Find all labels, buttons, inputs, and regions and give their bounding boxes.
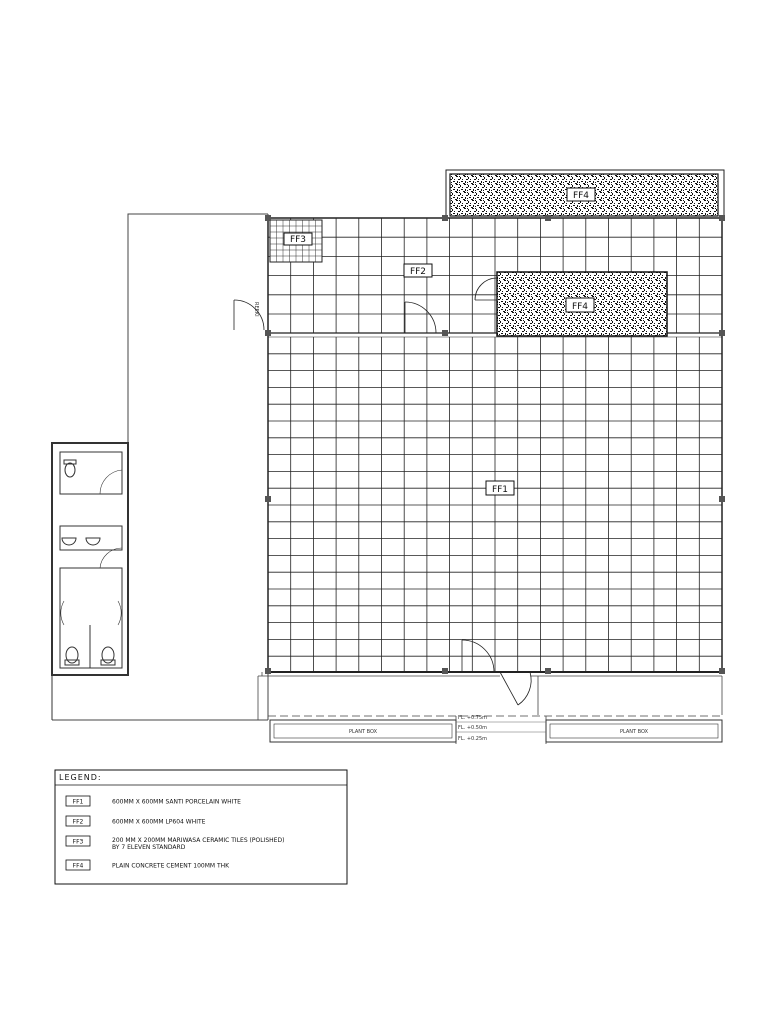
ff3-area [270,220,322,262]
zone-label: FF2 [409,267,427,277]
legend-code: FF1 [72,798,84,806]
zone-label: FF4 [572,191,590,201]
plant-box-right [546,720,722,742]
toilet-icon [64,460,76,477]
level-label: FL. +0.75m [458,715,488,721]
counter-concrete-block [497,272,667,336]
zone-label: FF4 [571,302,589,312]
plant-box-left [270,720,456,742]
level-label: FL. +0.50m [458,725,488,731]
legend-description-line2: BY 7 ELEVEN STANDARD [112,844,186,851]
sink-icon [62,538,100,545]
legend-description: PLAIN CONCRETE CEMENT 100MM THK [112,862,230,870]
legend-code: FF2 [72,818,84,826]
floor-levels [456,715,546,742]
zone-label: FF3 [289,235,307,245]
legend-description: 600MM X 600MM SANTI PORCELAIN WHITE [112,798,241,806]
door-tag: REEKI [253,302,259,317]
legend [55,770,347,884]
toilet-block [52,443,128,720]
legend-title: LEGEND: [59,773,102,782]
corridor-outline [52,214,268,720]
ff2-label [404,264,432,277]
plant-box-label: PLANT BOX [348,729,378,735]
legend-code: FF4 [72,862,84,870]
front-apron [258,672,722,744]
ff1-label [486,481,514,495]
legend-code: FF3 [72,838,84,846]
legend-description: 600MM X 600MM LP604 WHITE [112,818,206,826]
top-concrete-strip [446,170,724,218]
plant-box-label: PLANT BOX [619,729,649,735]
zone-label: FF1 [491,485,509,495]
level-label: FL. +0.25m [458,736,488,742]
legend-description: 200 MM X 200MM MARIWASA CERAMIC TILES (POLISHED) [112,837,285,844]
